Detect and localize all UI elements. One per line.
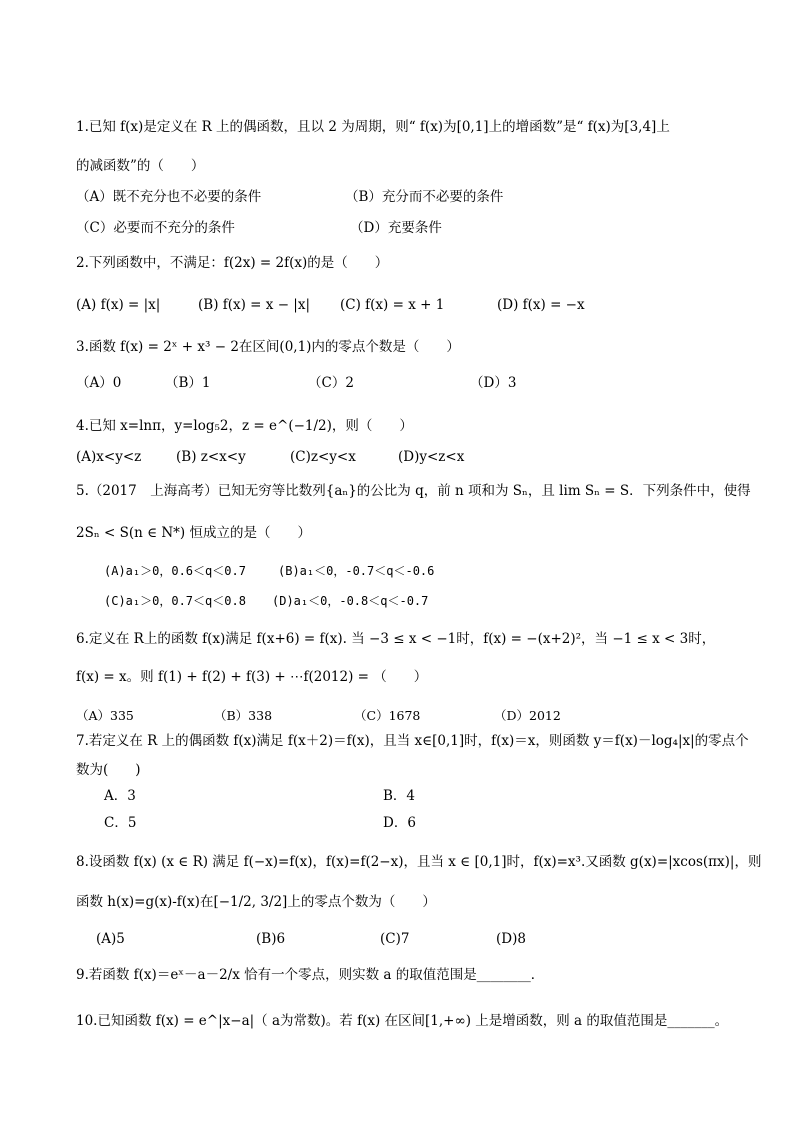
q2-option-c: (C) f(x) = x + 1 — [340, 297, 445, 313]
q9-stem: 9.若函数 f(x)＝eˣ－a－2/x 恰有一个零点，则实数 a 的取值范围是________． — [76, 967, 545, 983]
q1-option-b: （B）充分而不必要的条件 — [345, 189, 504, 205]
q3-option-c: （C）2 — [308, 375, 354, 391]
q6-option-a: （A）335 — [76, 708, 134, 723]
q8-option-c: (C)7 — [380, 931, 410, 947]
q5-option-b: (B)a₁＜0，-0.7＜q＜-0.6 — [278, 564, 435, 578]
q5-option-a: (A)a₁＞0，0.6＜q＜0.7 — [104, 564, 246, 578]
q4-option-c: (C)z<y<x — [290, 449, 356, 465]
q10-stem: 10.已知函数 f(x) = e^|x−a|（ a为常数)。若 f(x) 在区间[1,+∞) 上是增函数，则 a 的取值范围是_______。 — [76, 1013, 729, 1029]
q7-option-c: C．5 — [104, 815, 137, 831]
q8-stem-line2: 函数 h(x)=g(x)-f(x)在[−1/2, 3/2]上的零点个数为（ ） — [76, 894, 436, 910]
q1-option-c: （C）必要而不充分的条件 — [76, 220, 235, 236]
q8-stem-line1: 8.设函数 f(x) (x ∈ R) 满足 f(−x)=f(x)，f(x)=f(2−x)，且当 x ∈ [0,1]时，f(x)=x³.又函数 g(x)=|xcos(πx)|，则 — [76, 854, 762, 870]
q6-option-c: （C）1678 — [354, 708, 421, 723]
q2-stem: 2.下列函数中，不满足：f(2x) = 2f(x)的是（ ） — [76, 255, 389, 271]
q7-option-b: B．4 — [383, 788, 416, 804]
q8-option-d: (D)8 — [496, 931, 526, 947]
q4-stem: 4.已知 x=lnπ，y=log₅2，z = e^(−1/2)，则（ ） — [76, 418, 413, 434]
q7-stem-line2: 数为( ) — [76, 762, 141, 778]
q3-option-d: （D）3 — [470, 375, 517, 391]
q7-option-a: A．3 — [104, 788, 136, 804]
q4-option-a: (A)x<y<z — [76, 449, 142, 465]
q8-option-a: (A)5 — [96, 931, 125, 947]
q2-option-d: (D) f(x) = −x — [497, 297, 585, 313]
q1-stem-line2: 的减函数”的（ ） — [76, 158, 205, 174]
q3-option-a: （A）0 — [76, 375, 122, 391]
q1-option-d: （D）充要条件 — [350, 220, 442, 236]
q1-stem-line1: 1.已知 f(x)是定义在 R 上的偶函数，且以 2 为周期，则“ f(x)为[0,1]上的增函数”是“ f(x)为[3,4]上 — [76, 119, 670, 135]
q6-option-b: （B）338 — [214, 708, 273, 723]
q3-stem: 3.函数 f(x) = 2ˣ + x³ − 2在区间(0,1)内的零点个数是（ ） — [76, 339, 460, 355]
q5-stem-line1: 5.（2017 上海高考）已知无穷等比数列{aₙ}的公比为 q，前 n 项和为 Sₙ，且 lim Sₙ = S．下列条件中，使得 — [76, 483, 751, 499]
q4-option-b: (B) z<x<y — [176, 449, 246, 465]
q6-stem-line2: f(x) = x。则 f(1) + f(2) + f(3) + ⋯f(2012) = （ ） — [76, 669, 428, 685]
q6-stem-line1: 6.定义在 R上的函数 f(x)满足 f(x+6) = f(x). 当 −3 ≤ x < −1时，f(x) = −(x+2)²，当 −1 ≤ x < 3时， — [76, 631, 716, 647]
q3-option-b: （B）1 — [165, 375, 211, 391]
q5-stem-line2: 2Sₙ < S(n ∈ N*) 恒成立的是（ ） — [76, 525, 311, 541]
q5-option-d: (D)a₁＜0，-0.8＜q＜-0.7 — [272, 594, 429, 608]
q1-option-a: （A）既不充分也不必要的条件 — [76, 189, 262, 205]
q8-option-b: (B)6 — [256, 931, 286, 947]
q2-option-a: (A) f(x) = |x| — [76, 297, 161, 313]
q5-option-c: (C)a₁＞0，0.7＜q＜0.8 — [104, 594, 246, 608]
q7-stem-line1: 7.若定义在 R 上的偶函数 f(x)满足 f(x＋2)＝f(x)，且当 x∈[0,1]时，f(x)＝x，则函数 y＝f(x)－log₄|x|的零点个 — [76, 733, 749, 749]
q2-option-b: (B) f(x) = x − |x| — [198, 297, 311, 313]
q7-option-d: D．6 — [383, 815, 416, 831]
q4-option-d: (D)y<z<x — [398, 449, 465, 465]
q6-option-d: （D）2012 — [494, 708, 561, 723]
